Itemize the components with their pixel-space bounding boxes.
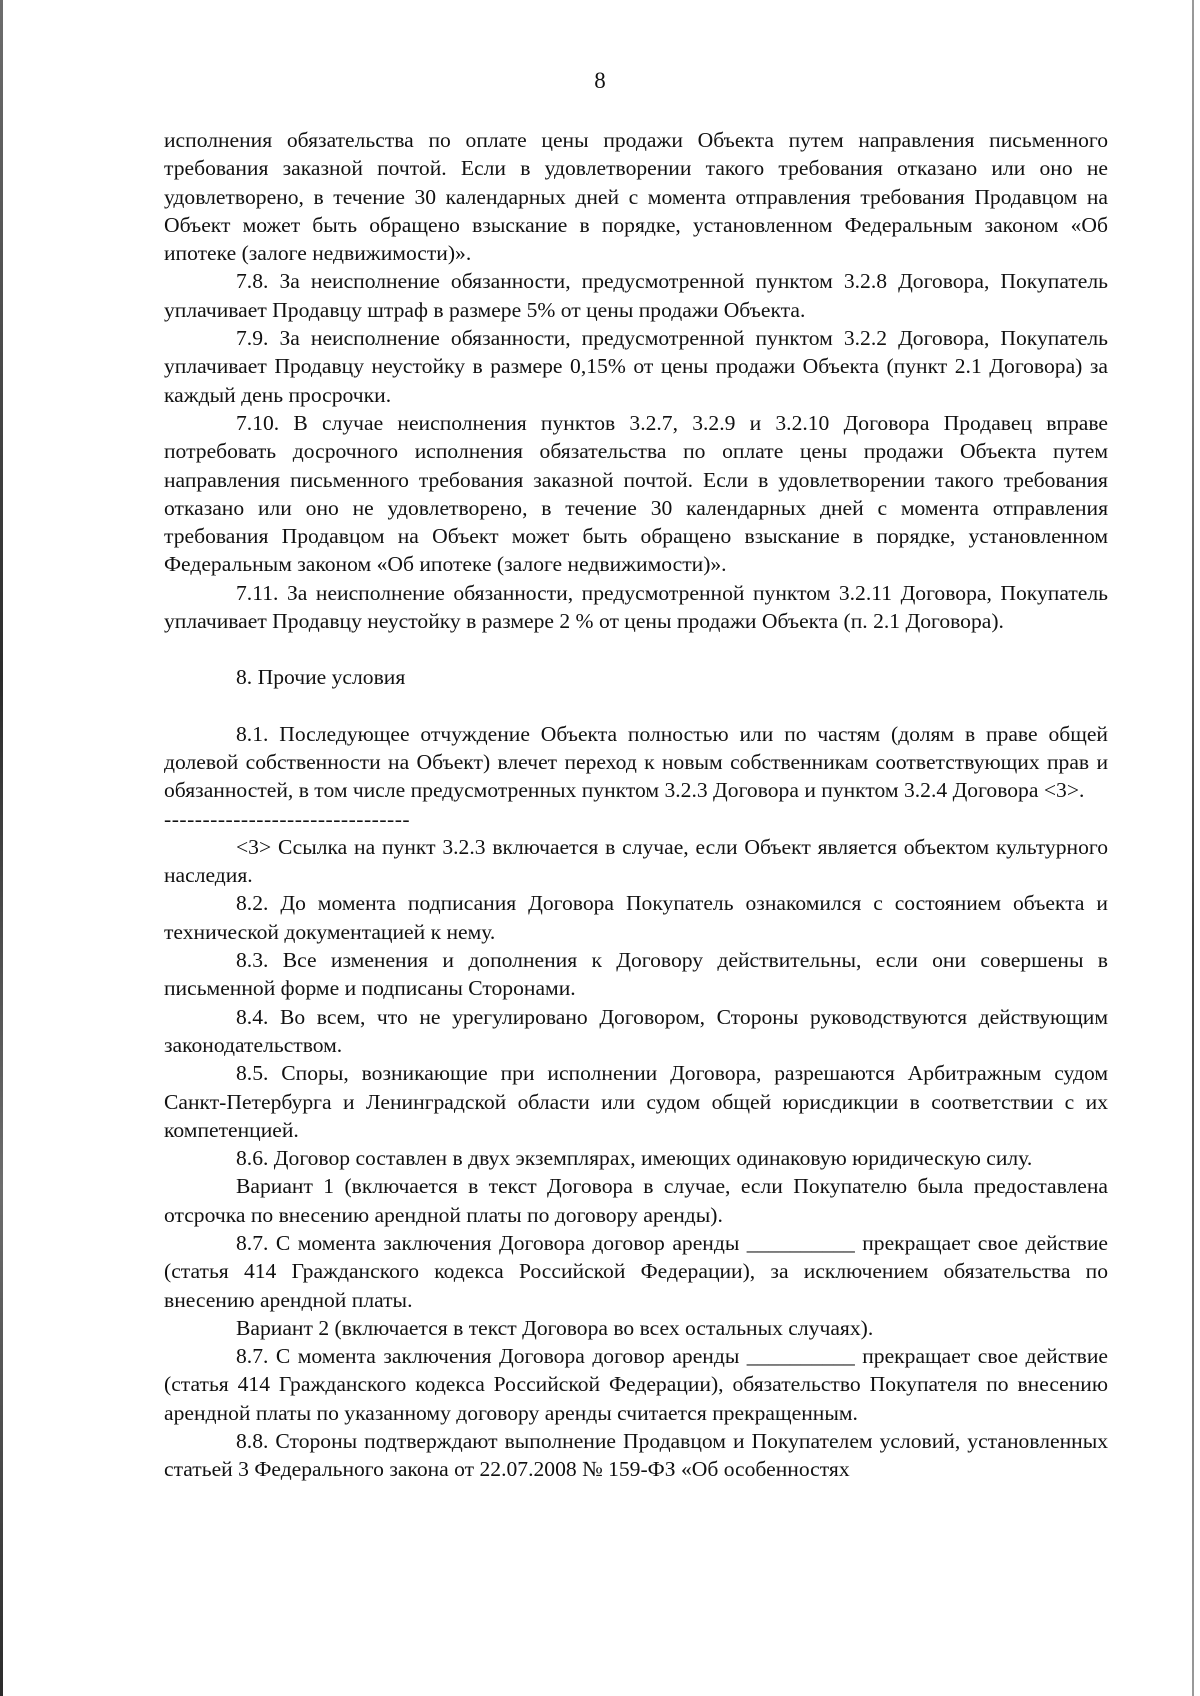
clause-8-5: 8.5. Споры, возникающие при исполнении Договора, разрешаются Арбитражным судом Санкт-Петербурга и Ленинградской области или судом общей юрисдикции в соответствии с их компетенцией. <box>164 1061 1108 1142</box>
clause-8-6: 8.6. Договор составлен в двух экземплярах, имеющих одинаковую юридическую силу. <box>236 1146 1033 1171</box>
clause-7-10: 7.10. В случае неисполнения пунктов 3.2.7, 3.2.9 и 3.2.10 Договора Продавец вправе потребовать досрочного исполнения обязательства по оплате цены продажи Объекта путем направления письменного требования заказной почтой. Если в удовлетворении такого требования отказано или оно не удовлетворено, в течение 30 календарных дней с момента отправления требования Продавцом на Объект может быть обращено взыскание в порядке, установленном Федеральным законом «Об ипотеке (залоге недвижимости)». <box>164 410 1108 577</box>
clause-8-4: 8.4. Во всем, что не урегулировано Договором, Стороны руководствуются действующим законодательством. <box>164 1004 1108 1057</box>
clause-8-2: 8.2. До момента подписания Договора Покупатель ознакомился с состоянием объекта и технической документацией к нему. <box>164 891 1108 944</box>
section-heading-8: 8. Прочие условия <box>236 665 406 690</box>
clause-7-11: 7.11. За неисполнение обязанности, предусмотренной пунктом 3.2.11 Договора, Покупатель уплачивает Продавцу неустойку в размере 2 % от цены продажи Объекта (п. 2.1 Договора). <box>164 580 1108 634</box>
clause-8-3: 8.3. Все изменения и дополнения к Договору действительны, если они совершены в письменной форме и подписаны Сторонами. <box>164 948 1108 1001</box>
footnote-3: <3> Ссылка на пункт 3.2.3 включается в случае, если Объект является объектом культурного наследия. <box>164 834 1108 888</box>
clause-7-9: 7.9. За неисполнение обязанности, предусмотренной пунктом 3.2.2 Договора, Покупатель уплачивает Продавцу неустойку в размере 0,15% от цены продажи Объекта (пункт 2.1 Договора) за каждый день просрочки. <box>164 326 1108 407</box>
footnote-separator: -------------------------------- <box>164 806 411 831</box>
page-number: 8 <box>594 68 606 93</box>
document-body <box>164 126 1108 1484</box>
paragraph-continuation: исполнения обязательства по оплате цены продажи Объекта путем направления письменного требования заказной почтой. Если в удовлетворении такого требования отказано или оно не удовлетворено, в течение 30 календарных дней с момента отправления требования Продавцом на Объект может быть обращено взыскание в порядке, установленном Федеральным законом «Об ипотеке (залоге недвижимости)». <box>164 128 1108 266</box>
variant-1-note: Вариант 1 (включается в текст Договора в случае, если Покупателю была предоставлена отсрочка по внесению арендной платы по договору аренды). <box>164 1174 1108 1227</box>
clause-8-8: 8.8. Стороны подтверждают выполнение Продавцом и Покупателем условий, установленных статьей 3 Федерального закона от 22.07.2008 № 159-ФЗ «Об особенностях <box>164 1429 1108 1482</box>
variant-2-note: Вариант 2 (включается в текст Договора во всех остальных случаях). <box>236 1315 874 1340</box>
scan-edge-right <box>1192 0 1194 1696</box>
clause-7-8: 7.8. За неисполнение обязанности, предусмотренной пунктом 3.2.8 Договора, Покупатель уплачивает Продавцу штраф в размере 5% от цены продажи Объекта. <box>164 269 1108 322</box>
scan-edge-left <box>0 0 3 1696</box>
clause-8-7-variant-1: 8.7. С момента заключения Договора договор аренды __________ прекращает свое действие (статья 414 Гражданского кодекса Российской Федерации), за исключением обязательства по внесению арендной платы. <box>164 1230 1108 1312</box>
clause-8-1: 8.1. Последующее отчуждение Объекта полностью или по частям (долям в праве общей долевой собственности на Объект) влечет переход к новым собственникам соответствующих прав и обязанностей, в том числе предусмотренных пунктом 3.2.3 Договора и пунктом 3.2.4 Договора <3>. <box>164 721 1108 803</box>
clause-8-7-variant-2: 8.7. С момента заключения Договора договор аренды __________ прекращает свое действие (статья 414 Гражданского кодекса Российской Федерации), обязательство Покупателя по внесению арендной платы по указанному договору аренды считается прекращенным. <box>164 1344 1108 1425</box>
